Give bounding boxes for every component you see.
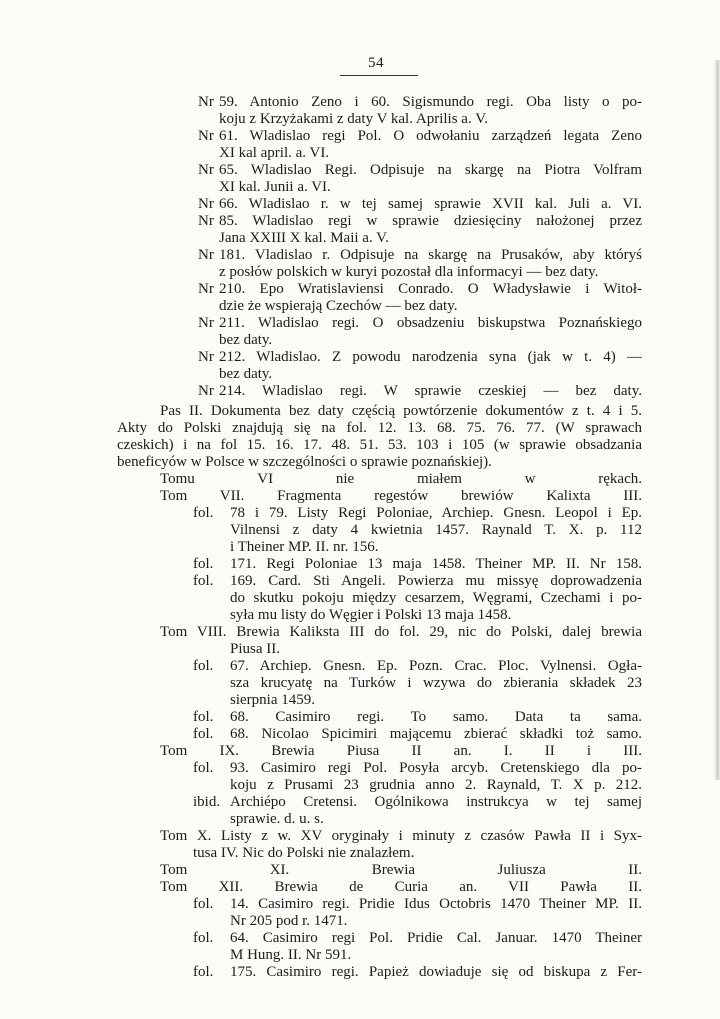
- text-line: bez daty.: [219, 366, 273, 382]
- text-line: Archiépo Cretensi. Ogólnikowa instrukcya w tej samej: [230, 794, 642, 810]
- entry-label: fol.: [193, 930, 214, 946]
- text-line: Tom VIII. Brewia Kaliksta III do fol. 29, nic do Polski, dalej brewia: [160, 624, 642, 640]
- text-line: 78 i 79. Listy Regi Poloniae, Archiep. Gnesn. Leopol i Ep.: [230, 505, 642, 521]
- text-line: koju z Prusami 23 grudnia anno 2. Raynald, T. X p. 212.: [230, 777, 642, 793]
- entry-label: fol.: [193, 964, 214, 980]
- text-line: do skutku pokoju między cesarzem, Węgrami, Czechami i po-: [230, 590, 642, 606]
- text-line: XI kal april. a. VI.: [219, 145, 330, 161]
- text-line: bez daty.: [219, 332, 273, 348]
- text-line: 93. Casimiro regi Pol. Posyła arcyb. Cretenskiego dla po-: [230, 760, 642, 776]
- text-line: 214. Wladislao regi. W sprawie czeskiej — bez daty.: [219, 383, 642, 399]
- text-line: Akty do Polski znajdują się na fol. 12. 13. 68. 75. 76. 77. (W sprawach: [117, 420, 642, 436]
- entry-label: Nr: [198, 196, 214, 212]
- text-line: 65. Wladislao Regi. Odpisuje na skargę na Piotra Volfram: [219, 162, 642, 178]
- entry-label: fol.: [193, 556, 214, 572]
- entry-label: Nr: [198, 383, 214, 399]
- text-line: 59. Antonio Zeno i 60. Sigismundo regi. Oba listy o po-: [219, 94, 642, 110]
- text-line: XI kal. Junii a. VI.: [219, 179, 331, 195]
- text-line: M Hung. II. Nr 591.: [230, 947, 352, 963]
- text-line: koju z Krzyżakami z daty V kal. Aprilis a. V.: [219, 111, 488, 127]
- entry-label: ibid.: [193, 794, 221, 810]
- entry-label: fol.: [193, 896, 214, 912]
- entry-label: Nr: [198, 281, 214, 297]
- entry-label: Nr: [198, 315, 214, 331]
- entry-label: Nr: [198, 162, 214, 178]
- text-line: 181. Vladislao r. Odpisuje na skargę na Prusaków, aby któryś: [219, 247, 642, 263]
- text-line: 14. Casimiro regi. Pridie Idus Octobris 1470 Theiner MP. II.: [230, 896, 642, 912]
- text-line: 61. Wladislao regi Pol. O odwołaniu zarządzeń legata Zeno: [219, 128, 642, 144]
- text-line: Vilnensi z daty 4 kwietnia 1457. Raynald T. X. p. 112: [230, 522, 642, 538]
- text-line: Tom IX. Brewia Piusa II an. I. II i III.: [160, 743, 642, 759]
- text-line: 66. Wladislao r. w tej samej sprawie XVII kal. Juli a. VI.: [219, 196, 642, 212]
- page-edge: [714, 60, 720, 780]
- text-line: dzie że wspierają Czechów — bez daty.: [219, 298, 458, 314]
- text-line: Tom X. Listy z w. XV oryginały i minuty z czasów Pawła II i Syx-: [160, 828, 642, 844]
- text-line: sza krucyatę na Turków i wzywa do zbierania składek 23: [230, 675, 642, 691]
- text-line: Jana XXIII X kal. Maii a. V.: [219, 230, 389, 246]
- text-line: 171. Regi Poloniae 13 maja 1458. Theiner MP. II. Nr 158.: [230, 556, 642, 572]
- text-line: Pas II. Dokumenta bez daty częścią powtórzenie dokumentów z t. 4 i 5.: [160, 403, 642, 419]
- text-line: 64. Casimiro regi Pol. Pridie Cal. Januar. 1470 Theiner: [230, 930, 642, 946]
- text-line: 68. Casimiro regi. To samo. Data ta sama.: [230, 709, 642, 725]
- text-line: Tom VII. Fragmenta regestów brewiów Kalixta III.: [160, 488, 642, 504]
- text-line: 175. Casimiro regi. Papież dowiaduje się od biskupa z Fer-: [230, 964, 642, 980]
- text-line: 68. Nicolao Spicimiri mającemu zbierać składki toż samo.: [230, 726, 642, 742]
- text-line: 67. Archiep. Gnesn. Ep. Pozn. Crac. Ploc. Vylnensi. Ogła-: [230, 658, 642, 674]
- text-line: sierpnia 1459.: [230, 692, 315, 708]
- text-line: sprawie. d. u. s.: [230, 811, 324, 827]
- page-number: 54: [368, 55, 384, 71]
- text-line: 85. Wladislao regi w sprawie dziesięciny nałożonej przez: [219, 213, 642, 229]
- entry-label: Nr: [198, 128, 214, 144]
- text-line: syła mu listy do Węgier i Polski 13 maja 1458.: [230, 607, 512, 623]
- text-line: czeskich) i na fol 15. 16. 17. 48. 51. 53. 103 i 105 (w sprawie obsadzania: [117, 437, 642, 453]
- entry-label: fol.: [193, 573, 214, 589]
- entry-label: Nr: [198, 213, 214, 229]
- text-line: Piusa II.: [230, 641, 280, 657]
- text-line: 211. Wladislao regi. O obsadzeniu biskupstwa Poznańskiego: [219, 315, 642, 331]
- entry-label: fol.: [193, 709, 214, 725]
- text-line: Tom XI. Brewia Juliusza II.: [160, 862, 642, 878]
- text-line: beneficyów w Polsce w szczególności o sprawie poznańskiej).: [117, 454, 492, 470]
- text-line: 169. Card. Sti Angeli. Powierza mu missyę doprowadzenia: [230, 573, 642, 589]
- header-rule: [340, 75, 418, 76]
- text-line: i Theiner MP. II. nr. 156.: [230, 539, 379, 555]
- text-line: 212. Wladislao. Z powodu narodzenia syna (jak w t. 4) —: [219, 349, 642, 365]
- text-line: tusa IV. Nic do Polski nie znalazłem.: [193, 845, 415, 861]
- entry-label: fol.: [193, 658, 214, 674]
- text-line: z posłów polskich w kuryi pozostał dla informacyi — bez daty.: [219, 264, 599, 280]
- entry-label: fol.: [193, 726, 214, 742]
- text-line: Tomu VI nie miałem w rękach.: [160, 471, 642, 487]
- entry-label: Nr: [198, 94, 214, 110]
- text-line: Nr 205 pod r. 1471.: [230, 913, 348, 929]
- entry-label: Nr: [198, 247, 214, 263]
- entry-label: Nr: [198, 349, 214, 365]
- entry-label: fol.: [193, 760, 214, 776]
- text-line: Tom XII. Brewia de Curia an. VII Pawła II.: [160, 879, 642, 895]
- text-line: 210. Epo Wratislaviensi Conrado. O Władysławie i Witoł-: [219, 281, 642, 297]
- entry-label: fol.: [193, 505, 214, 521]
